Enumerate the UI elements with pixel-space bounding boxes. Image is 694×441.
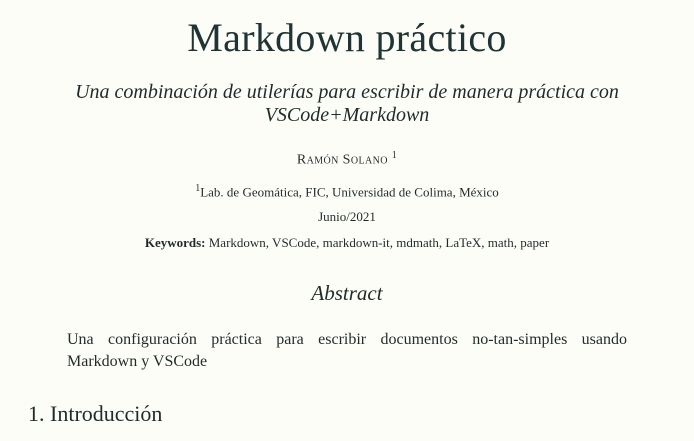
document-date: Junio/2021 <box>318 209 376 224</box>
affiliation-text: Lab. de Geomática, FIC, Universidad de Colima, México <box>200 184 499 200</box>
section-number: 1. <box>28 401 45 426</box>
abstract-text: Una configuración práctica para escribir documentos no-tan-simples usando Markdown y VSCode <box>67 331 627 370</box>
section-heading <box>28 400 162 428</box>
author-line <box>0 146 694 171</box>
keywords-label: Keywords: <box>144 235 206 250</box>
affiliation-line <box>0 180 694 201</box>
document-subtitle: Una combinación de utilerías para escribir de manera práctica con VSCode+Markdown <box>75 81 619 126</box>
document-title: Markdown práctico <box>187 15 507 60</box>
abstract-heading: Abstract <box>311 281 383 305</box>
keywords-text: Markdown, VSCode, markdown-it, mdmath, LaTeX, math, paper <box>208 235 550 250</box>
author-affiliation-mark: 1 <box>391 150 398 161</box>
keywords-line <box>0 234 694 252</box>
section-title: Introducción <box>50 401 163 426</box>
author-name: Ramón Solano <box>296 152 388 168</box>
affiliation-mark: 1 <box>195 183 201 194</box>
